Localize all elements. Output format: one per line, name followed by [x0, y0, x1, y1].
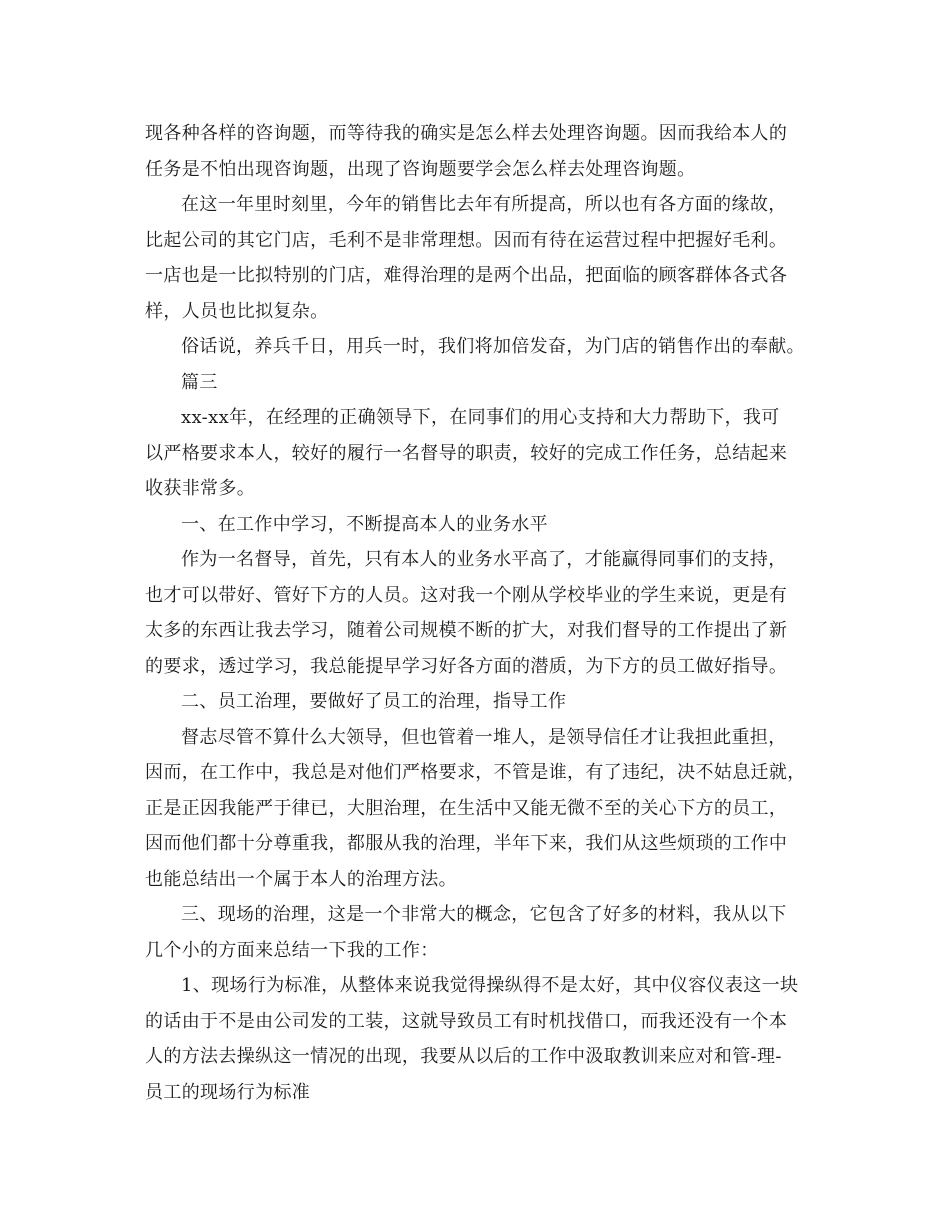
text-line: 三、现场的治理，这是一个非常大的概念，它包含了好多的材料，我从以下 [181, 904, 787, 925]
text-line: 几个小的方面来总结一下我的工作： [145, 939, 439, 961]
text-line: 的要求，透过学习，我总能提早学习好各方面的潜质，为下方的员工做好指导。 [145, 655, 788, 677]
text-line: 太多的东西让我去学习，随着公司规模不断的扩大，对我们督导的工作提出了新 [145, 620, 788, 641]
text-line: 因而他们都十分尊重我，都服从我的治理，半年下来，我们从这些烦琐的工作中 [145, 833, 788, 854]
text-line: 以严格要求本人，较好的履行一名督导的职责，较好的完成工作任务，总结起来 [145, 442, 788, 464]
text-line: 一、在工作中学习，不断提高本人的业务水平 [181, 513, 548, 535]
text-line: 比起公司的其它门店，毛利不是非常理想。因而有待在运营过程中把握好毛利。 [145, 229, 788, 251]
body-text [145, 116, 815, 1110]
text-line: 也才可以带好、管好下方的人员。这对我一个刚从学校毕业的学生来说，更是有 [145, 584, 788, 606]
text-line: 俗话说，养兵千日，用兵一时，我们将加倍发奋，为门店的销售作出的奉献。 [181, 336, 805, 357]
text-line: 正是正因我能严于律已，大胆治理，在生活中又能无微不至的关心下方的员工， [145, 797, 788, 819]
text-line: 现各种各样的咨询题，而等待我的确实是怎么样去处理咨询题。因而我给本人的 [145, 123, 788, 144]
text-line: 一店也是一比拟特别的门店，难得治理的是两个出品，把面临的顾客群体各式各 [145, 265, 788, 286]
text-line: 收获非常多。 [145, 478, 256, 499]
text-line: 因而，在工作中，我总是对他们严格要求，不管是谁，有了违纪，决不姑息迁就， [145, 762, 806, 783]
text-line: 任务是不怕出现咨询题，出现了咨询题要学会怎么样去处理咨询题。 [145, 158, 696, 180]
text-line: 1、现场行为标准，从整体来说我觉得操纵得不是太好，其中仪容仪表这一块 [181, 975, 799, 996]
text-line: 人的方法去操纵这一情况的出现，我要从以后的工作中汲取教训来应对和管-理- [145, 1046, 782, 1067]
text-line: 督志尽管不算什么大领导，但也管着一堆人，是领导信任才让我担此重担， [181, 726, 787, 748]
text-line: xx-xx年，在经理的正确领导下，在同事们的用心支持和大力帮助下，我可 [181, 407, 780, 428]
text-line: 二、员工治理，要做好了员工的治理，指导工作 [181, 691, 567, 712]
text-line: 也能总结出一个属于本人的治理方法。 [145, 868, 457, 890]
text-line: 篇三 [181, 371, 218, 393]
text-line: 的话由于不是由公司发的工装，这就导致员工有时机找借口，而我还没有一个本 [145, 1010, 788, 1032]
text-line: 在这一年里时刻里，今年的销售比去年有所提高，所以也有各方面的缘故， [181, 194, 787, 215]
text-line: 样，人员也比拟复杂。 [145, 300, 329, 322]
text-line: 作为一名督导，首先，只有本人的业务水平高了，才能赢得同事们的支持， [181, 549, 787, 570]
text-line: 员工的现场行为标准 [145, 1081, 311, 1103]
